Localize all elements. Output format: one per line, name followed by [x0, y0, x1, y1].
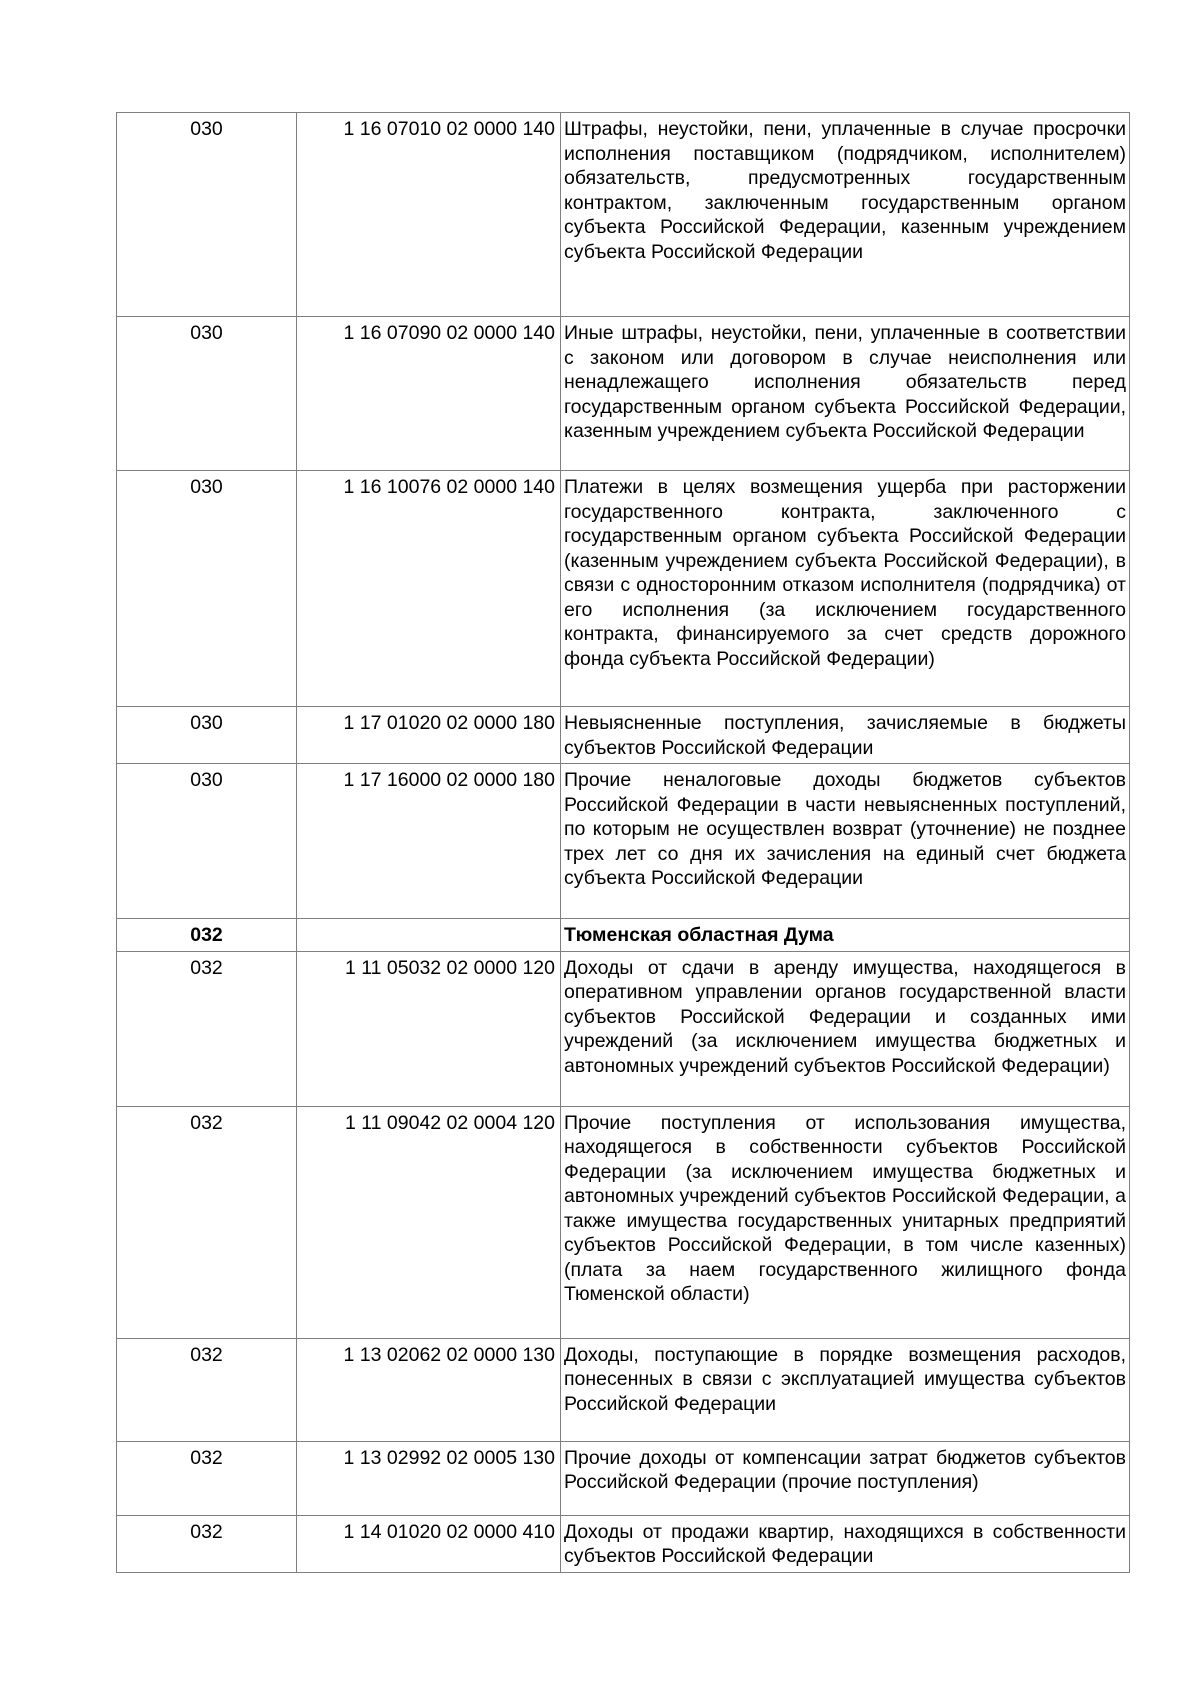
admin-code-cell: 032	[117, 1106, 297, 1338]
revenue-name-cell: Невыясненные поступления, зачисляемые в бюджеты субъектов Российской Федерации	[561, 707, 1130, 764]
admin-code-cell: 030	[117, 317, 297, 471]
table-row	[117, 1515, 1130, 1572]
admin-code-cell: 030	[117, 707, 297, 764]
budget-code-cell: 1 11 09042 02 0004 120	[297, 1106, 561, 1338]
table-row	[117, 951, 1130, 1106]
revenue-name-cell: Прочие неналоговые доходы бюджетов субъектов Российской Федерации в части невыясненных поступлений, по которым не осуществлен возврат (уточнение) не позднее трех лет со дня их зачисления на единый счет бюджета субъекта Российской Федерации	[561, 764, 1130, 919]
table-row	[117, 317, 1130, 471]
revenue-name-cell: Прочие поступления от использования имущества, находящегося в собственности субъектов Российской Федерации (за исключением имущества бюджетных и автономных учреждений субъектов Российской Федерации, а также имущества государственных унитарных предприятий субъектов Российской Федерации, в том числе казенных) (плата за наем государственного жилищного фонда Тюменской области)	[561, 1106, 1130, 1338]
revenue-name-cell: Платежи в целях возмещения ущерба при расторжении государственного контракта, заключенного с государственным органом субъекта Российской Федерации (казенным учреждением субъекта Российской Федерации), в связи с односторонним отказом исполнителя (подрядчика) от его исполнения (за исключением государственного контракта, финансируемого за счет средств дорожного фонда субъекта Российской Федерации)	[561, 471, 1130, 707]
revenue-name-cell: Прочие доходы от компенсации затрат бюджетов субъектов Российской Федерации (прочие поступления)	[561, 1441, 1130, 1515]
revenue-name-cell: Штрафы, неустойки, пени, уплаченные в случае просрочки исполнения поставщиком (подрядчиком, исполнителем) обязательств, предусмотренных государственным контрактом, заключенным государственным органом субъекта Российской Федерации, казенным учреждением субъекта Российской Федерации	[561, 113, 1130, 317]
budget-code-cell: 1 14 01020 02 0000 410	[297, 1515, 561, 1572]
budget-code-cell: 1 17 01020 02 0000 180	[297, 707, 561, 764]
table-row	[117, 707, 1130, 764]
budget-code-cell: 1 11 05032 02 0000 120	[297, 951, 561, 1106]
budget-code-cell: 1 13 02062 02 0000 130	[297, 1338, 561, 1441]
budget-code-cell: 1 16 07090 02 0000 140	[297, 317, 561, 471]
budget-code-cell	[297, 919, 561, 952]
admin-code-cell: 032	[117, 1441, 297, 1515]
budget-code-cell: 1 16 07010 02 0000 140	[297, 113, 561, 317]
section-header-row	[117, 919, 1130, 952]
budget-revenue-classification-table	[116, 112, 1130, 1573]
table-row	[117, 1106, 1130, 1338]
admin-code-cell: 032	[117, 951, 297, 1106]
table-row	[117, 113, 1130, 317]
table-row	[117, 1441, 1130, 1515]
table-row	[117, 1338, 1130, 1441]
admin-code-cell: 030	[117, 764, 297, 919]
revenue-name-cell: Иные штрафы, неустойки, пени, уплаченные в соответствии с законом или договором в случае неисполнения или ненадлежащего исполнения обязательств перед государственным органом субъекта Российской Федерации, казенным учреждением субъекта Российской Федерации	[561, 317, 1130, 471]
budget-code-cell: 1 17 16000 02 0000 180	[297, 764, 561, 919]
budget-code-cell: 1 16 10076 02 0000 140	[297, 471, 561, 707]
revenue-name-cell: Доходы, поступающие в порядке возмещения расходов, понесенных в связи с эксплуатацией имущества субъектов Российской Федерации	[561, 1338, 1130, 1441]
budget-code-cell: 1 13 02992 02 0005 130	[297, 1441, 561, 1515]
revenue-name-cell: Доходы от продажи квартир, находящихся в собственности субъектов Российской Федерации	[561, 1515, 1130, 1572]
admin-code-cell: 030	[117, 113, 297, 317]
admin-code-cell: 032	[117, 1338, 297, 1441]
admin-code-cell: 032	[117, 919, 297, 952]
revenue-name-cell: Доходы от сдачи в аренду имущества, находящегося в оперативном управлении органов государственной власти субъектов Российской Федерации и созданных ими учреждений (за исключением имущества бюджетных и автономных учреждений субъектов Российской Федерации)	[561, 951, 1130, 1106]
section-title-cell: Тюменская областная Дума	[561, 919, 1130, 952]
table-row	[117, 471, 1130, 707]
table-row	[117, 764, 1130, 919]
admin-code-cell: 032	[117, 1515, 297, 1572]
admin-code-cell: 030	[117, 471, 297, 707]
